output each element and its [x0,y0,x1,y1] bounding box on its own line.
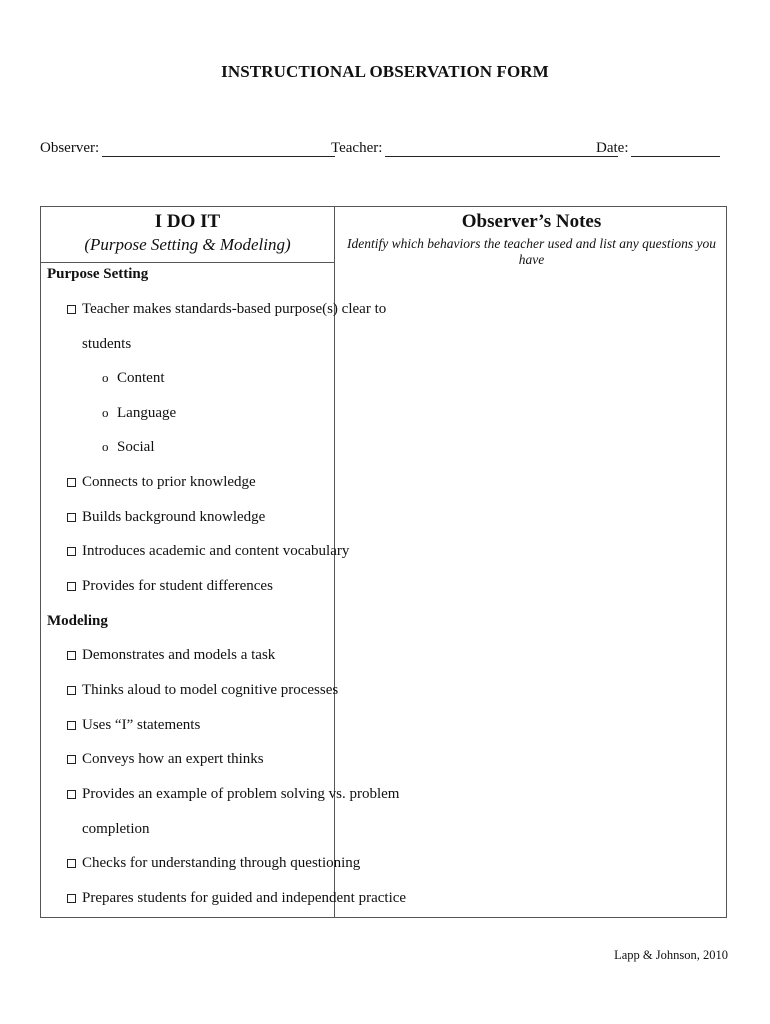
item-label: Uses “I” statements [82,717,201,733]
left-heading: I DO IT [154,211,221,232]
bullet-icon: o [102,370,109,385]
sub-item-label: Language [117,405,177,421]
sub-item-label: Social [117,439,155,455]
checklist-item [67,543,349,560]
item-label-continued: students [82,336,132,352]
date-input-line[interactable] [631,140,720,157]
checkbox[interactable] [67,478,76,487]
checklist-item [67,855,360,872]
left-column-header [41,207,334,255]
checkbox[interactable] [67,790,76,799]
item-label: Provides for student differences [82,578,273,594]
observer-input-line[interactable] [102,140,335,157]
item-label: Thinks aloud to model cognitive processes [82,682,339,698]
checklist-item [67,474,256,491]
item-label: Teacher makes standards-based purpose(s) clear to [82,301,387,317]
form-title: INSTRUCTIONAL OBSERVATION FORM [221,62,549,81]
checklist-item [67,578,273,595]
checkbox[interactable] [67,721,76,730]
left-subheading: (Purpose Setting & Modeling) [84,235,291,254]
right-column-header [335,207,728,268]
observer-label: Observer: [40,140,100,156]
observation-table [40,206,727,918]
teacher-label: Teacher: [331,140,383,156]
bullet-icon: o [102,439,109,454]
date-label: Date: [596,140,629,156]
checkbox[interactable] [67,859,76,868]
item-label: Prepares students for guided and independent practice [82,890,407,906]
right-heading: Observer’s Notes [461,211,602,232]
checkbox[interactable] [67,894,76,903]
item-label: Builds background knowledge [82,509,266,525]
checkbox[interactable] [67,686,76,695]
checkbox[interactable] [67,582,76,591]
right-subheading: Identify which behaviors the teacher used and list any questions you have [347,236,716,267]
item-label-continued: completion [82,821,150,837]
checklist-item [67,890,406,907]
header-fields [40,140,730,162]
sub-item [102,439,155,456]
observer-notes-area[interactable] [335,263,726,917]
checkbox[interactable] [67,547,76,556]
checkbox[interactable] [67,513,76,522]
item-label: Checks for understanding through questioning [82,855,361,871]
item-label: Introduces academic and content vocabulary [82,543,350,559]
header-divider [41,262,334,263]
checklist-item [67,301,386,318]
teacher-field [331,140,618,157]
sub-item [102,370,165,387]
checklist-item [67,751,264,768]
checkbox[interactable] [67,755,76,764]
observer-field [40,140,335,157]
item-label: Demonstrates and models a task [82,647,276,663]
checklist-item [67,647,275,664]
checklist-item [67,682,338,699]
date-field [596,140,720,157]
teacher-input-line[interactable] [385,140,618,157]
checklist-item [67,786,399,803]
item-label: Provides an example of problem solving vs. problem [82,786,400,802]
footer-credit: Lapp & Johnson, 2010 [614,948,728,962]
section-heading-modeling: Modeling [47,613,108,629]
bullet-icon: o [102,405,109,420]
checkbox[interactable] [67,305,76,314]
checklist-item [67,717,200,734]
item-label: Connects to prior knowledge [82,474,256,490]
checkbox[interactable] [67,651,76,660]
section-heading-purpose-setting: Purpose Setting [47,266,149,282]
item-label: Conveys how an expert thinks [82,751,264,767]
sub-item-label: Content [117,370,165,386]
checklist-item [67,509,265,526]
sub-item [102,405,176,422]
